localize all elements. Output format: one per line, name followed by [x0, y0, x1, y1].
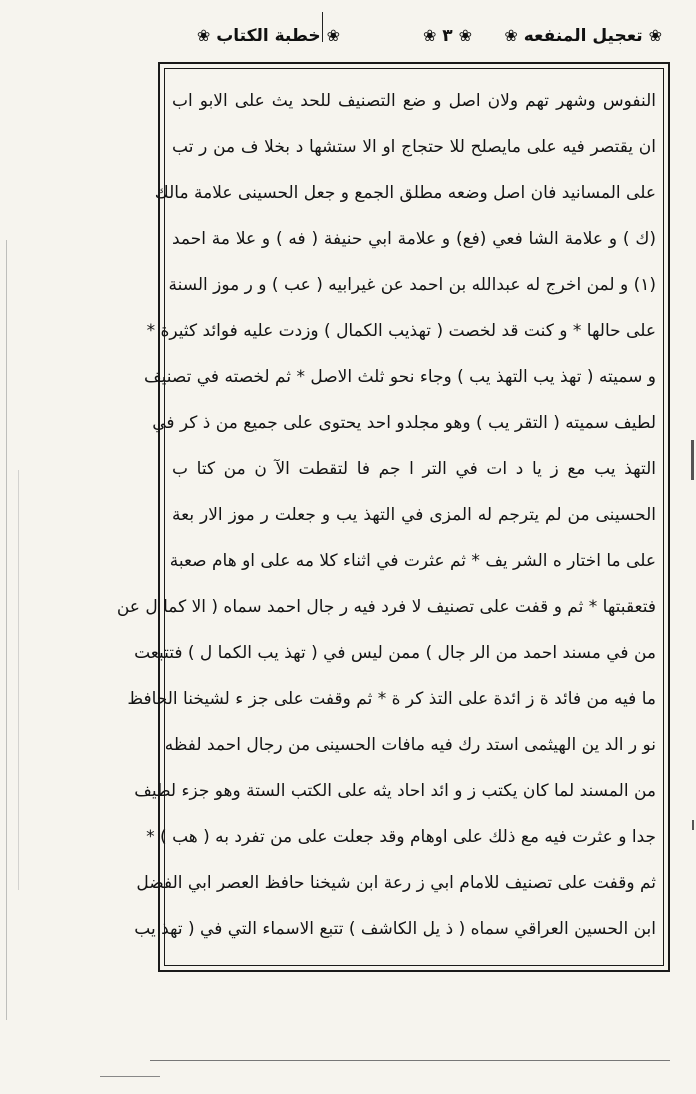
flower-ornament-icon: ❀ [458, 26, 472, 45]
flower-ornament-icon: ❀ [196, 26, 211, 45]
header-page-number [423, 26, 472, 46]
page-edge-mark [692, 820, 694, 830]
body-text [116, 78, 656, 958]
body-line: التهذ يب مع ز يا د ات في التر ا جم فا لتقطت الآ ن من كتا ب [172, 459, 656, 479]
body-line: لطيف سميته ( التقر يب ) وهو مجلدو احد يحتوى على جميع من ذ كر في [152, 413, 656, 433]
body-line: ثم وقفت على تصنيف للامام ابي ز رعة ابن شيخنا حافظ العصر ابي الفضل [136, 873, 656, 893]
body-line: (١) و لمن اخرج له عبدالله بن احمد عن غيرابيه ( عب ) و ر موز السنة [168, 275, 656, 295]
body-line: النفوس وشهر تهم ولان اصل و ضع التصنيف للحد يث على الابو اب [172, 91, 656, 111]
binding-edge-line [6, 240, 7, 1020]
header-section-title [197, 26, 340, 46]
body-line: من المسند لما كان يكتب ز و ائد احاد يثه على الكتب الستة وهو جزء لطيف [134, 781, 656, 801]
section-title: خطبة الكتاب [216, 26, 321, 46]
book-title: تعجيل المنفعه [523, 26, 643, 46]
body-line: من في مسند احمد من الر جال ) ممن ليس في ( تهذ يب الكما ل ) فتتبعت [134, 643, 656, 663]
body-line: على ما اختار ه الشر يف * ثم عثرت في اثناء كلا مه على او هام صعبة [169, 551, 656, 571]
header-book-title [504, 26, 662, 46]
flower-ornament-icon: ❀ [422, 26, 437, 45]
flower-ornament-icon: ❀ [326, 26, 340, 45]
body-line: ابن الحسين العراقي سماه ( ذ يل الكاشف ) تتبع الاسماء التي في ( تهذ يب [134, 919, 656, 939]
body-line: (ك ) و علامة الشا فعي (فع) و علامة ابي حنيفة ( فه ) و علا مة احمد [172, 229, 656, 249]
body-line: و سميته ( تهذ يب التهذ يب ) وجاء نحو ثلث الاصل * ثم لخصته في تصنيف [144, 367, 656, 387]
body-line: نو ر الد ين الهيثمى استد رك فيه مافات الحسينى من رجال احمد لفظه [164, 735, 656, 755]
body-line: ان يقتصر فيه على مايصلح للا حتجاج او الا ستشها د بخلا ف من ر تب [172, 137, 656, 157]
body-line: الحسينى من لم يترجم له المزى في التهذ يب و جعلت ر موز الار بعة [172, 505, 656, 525]
page-number: ٣ [442, 26, 453, 46]
running-header [150, 8, 670, 56]
binding-edge-line-inner [18, 470, 19, 890]
flower-ornament-icon: ❀ [648, 26, 662, 45]
page-edge-mark [691, 440, 694, 480]
body-line: فتعقبتها * ثم و قفت على تصنيف لا فرد فيه ر جال احمد سماه ( الا كما ل عن [116, 597, 656, 617]
body-line: على حالها * و كنت قد لخصت ( تهذيب الكمال ) وزدت عليه فوائد كثيرة * [146, 321, 656, 341]
body-line: ما فيه من فائد ة ز ائدة على التذ كر ة * ثم وقفت على جز ء لشيخنا الحافظ [127, 689, 656, 709]
flower-ornament-icon: ❀ [504, 26, 518, 45]
body-line: جدا و عثرت فيه مع ذلك على اوهام وقد جعلت على من تفرد به ( هب ) * [146, 827, 656, 847]
body-line: على المسانيد فان اصل وضعه مطلق الجمع و جعل الحسينى علامة مالك [154, 183, 656, 203]
bottom-scan-rule-short [100, 1076, 160, 1077]
bottom-scan-rule [150, 1060, 670, 1061]
